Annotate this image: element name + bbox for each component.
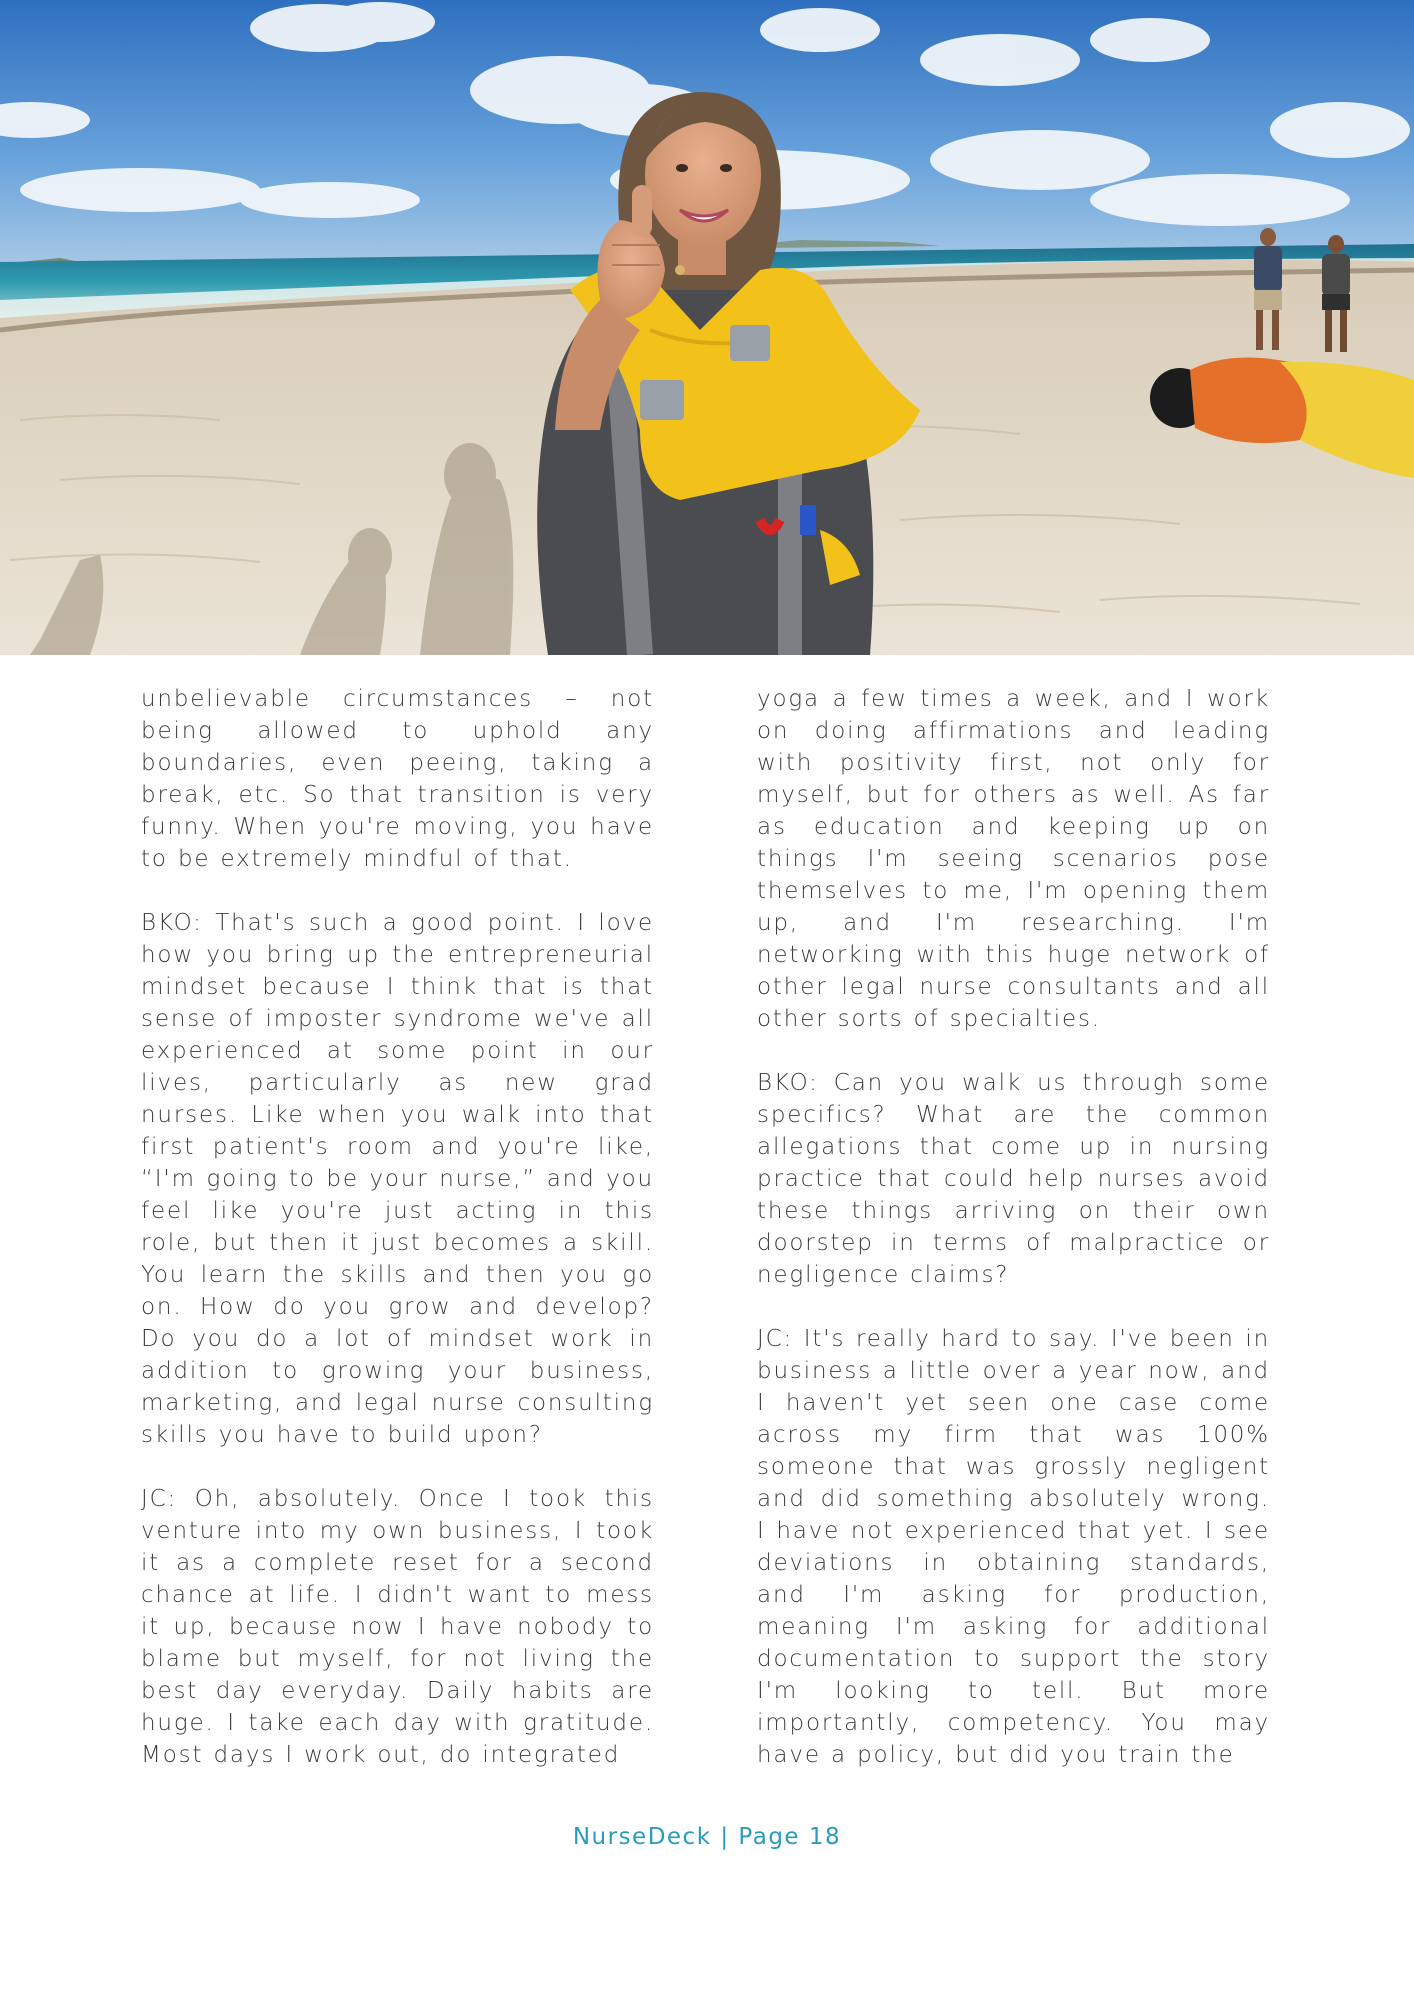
right-paragraph-2: BKO: Can you walk us through some specifics? What are the common allegations that come up in nursing practice that could help nurses avoid these things arriving on their own doorstep in terms of malpractice or negligence claims? [757, 1070, 1270, 1288]
page-footer: NurseDeck | Page 18 [572, 1824, 842, 1850]
right-paragraph-1: yoga a few times a week, and I work on doing affirmations and leading with positivity first, not only for myself, but for others as well. As far as education and keeping up on things I'm seeing scenarios pose themselves to me, I'm opening them up, and I'm researching. I'm networking with this huge network of other legal nurse consultants and all other sorts of specialties. [757, 686, 1270, 1032]
left-paragraph-2: BKO: That's such a good point. I love how you bring up the entrepreneurial mindset because I think that is that sense of imposter syndrome we've all experienced at some point in our lives, particularly as new grad nurses. Like when you walk into that first patient's room and you're like, “I'm going to be your nurse,” and you feel like you're just acting in this role, but then it just becomes a skill. You learn the skills and then you go on. How do you grow and develop? Do you do a lot of mindset work in addition to growing your business, marketing, and legal nurse consulting skills you have to build upon? [141, 910, 654, 1448]
article-left-column [141, 683, 654, 1771]
hero-photo [0, 0, 1414, 655]
article-right-column [757, 683, 1270, 1771]
left-paragraph-3: JC: Oh, absolutely. Once I took this venture into my own business, I took it as a complete reset for a second chance at life. I didn't want to mess it up, because now I have nobody to blame but myself, for not living the best day everyday. Daily habits are huge. I take each day with gratitude. Most days I work out, do integrated [141, 1486, 654, 1768]
beach-skydiver-photo [0, 0, 1414, 655]
left-paragraph-1: unbelievable circumstances – not being allowed to uphold any boundaries, even peeing, taking a break, etc. So that transition is very funny. When you're moving, you have to be extremely mindful of that. [141, 686, 654, 872]
right-paragraph-3: JC: It's really hard to say. I've been in business a little over a year now, and I haven't yet seen one case come across my firm that was 100% someone that was grossly negligent and did something absolutely wrong. I have not experienced that yet. I see deviations in obtaining standards, and I'm asking for production, meaning I'm asking for additional documentation to support the story I'm looking to tell. But more importantly, competency. You may have a policy, but did you train the [757, 1326, 1270, 1768]
